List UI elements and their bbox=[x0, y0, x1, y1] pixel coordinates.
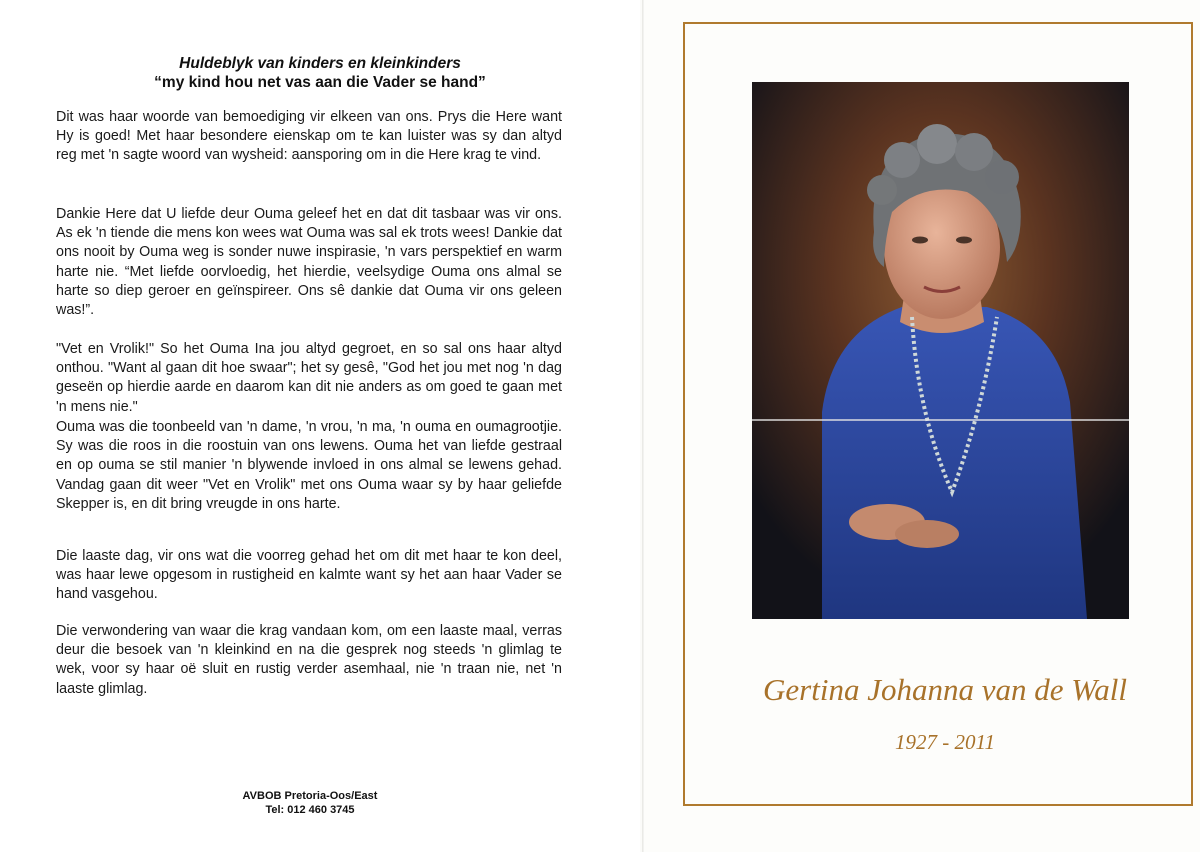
paragraph-5: Die laaste dag, vir ons wat die voorreg gehad het om dit met haar te kon deel, was haar lewe opgesom in rustigheid en kalmte want sy het aan haar Vader se hand vasgehou. bbox=[56, 548, 562, 603]
footer-avbob: AVBOB Pretoria-Oos/East bbox=[242, 790, 378, 802]
paragraph-2: Dankie Here dat U liefde deur Ouma geleef het en dat dit tasbaar was vir ons. As ek 'n tiende die mens kon wees wat Ouma was sal ek trots wees! Dankie dat ons nooit by Ouma weg is sonder nuwe inspirasie, 'n vars perspektief en warm harte nie. “Met liefde oorvloedig, het hierdie, veelsydige Ouma ons almal se harte so diep geroer en geïnspireer. Ons sê dankie dat Ouma vir ons geleen was!”. bbox=[56, 206, 562, 319]
paragraph-1: Dit was haar woorde van bemoediging vir elkeen van ons. Prys die Here want Hy is goed! Met haar besondere eienskap om te kan luister was sy dan altyd reg met 'n sagte woord van wysheid: aansporing om in die Here krag te vind. bbox=[56, 109, 562, 164]
paragraph-3: "Vet en Vrolik!" So het Ouma Ina jou altyd gegroet, en so sal ons haar altyd onthou. "Want al gaan dit hoe swaar"; het sy gesê, "God het jou met nog 'n dag geseën op hierdie aarde en daarom kan dit nie anders as om goed te gaan met 'n mens nie." bbox=[56, 341, 562, 415]
portrait-illustration bbox=[752, 82, 1129, 619]
tribute-title: Huldeblyk van kinders en kleinkinders bbox=[179, 55, 461, 72]
paragraph-6: Die verwondering van waar die krag vandaan kom, om een laaste maal, verras deur die besoek van 'n kleinkind en na die gesprek nog steeds 'n glimlag te wek, voor sy haar oë sluit en rustig verder asemhaal, nie 'n traan nie, net 'n laaste glimlag. bbox=[56, 623, 562, 697]
footer-phone: Tel: 012 460 3745 bbox=[265, 804, 355, 816]
life-dates: 1927 - 2011 bbox=[895, 730, 995, 754]
tribute-quote: “my kind hou net vas aan die Vader se hand” bbox=[154, 74, 486, 91]
deceased-name: Gertina Johanna van de Wall bbox=[763, 672, 1127, 707]
portrait-photo bbox=[752, 82, 1129, 619]
paragraph-4: Ouma was die toonbeeld van 'n dame, 'n vrou, 'n ma, 'n ouma en oumagrootjie. Sy was die roos in die roostuin van ons lewens. Ouma het van liefde gestraal en op ouma se stil manier 'n blywende invloed in ons almal se lewens gehad. Vandag gaan dit weer "Vet en Vrolik" met ons Ouma waar sy by haar geliefde Skepper is, en dit bring vreugde in ons harte. bbox=[56, 419, 562, 512]
